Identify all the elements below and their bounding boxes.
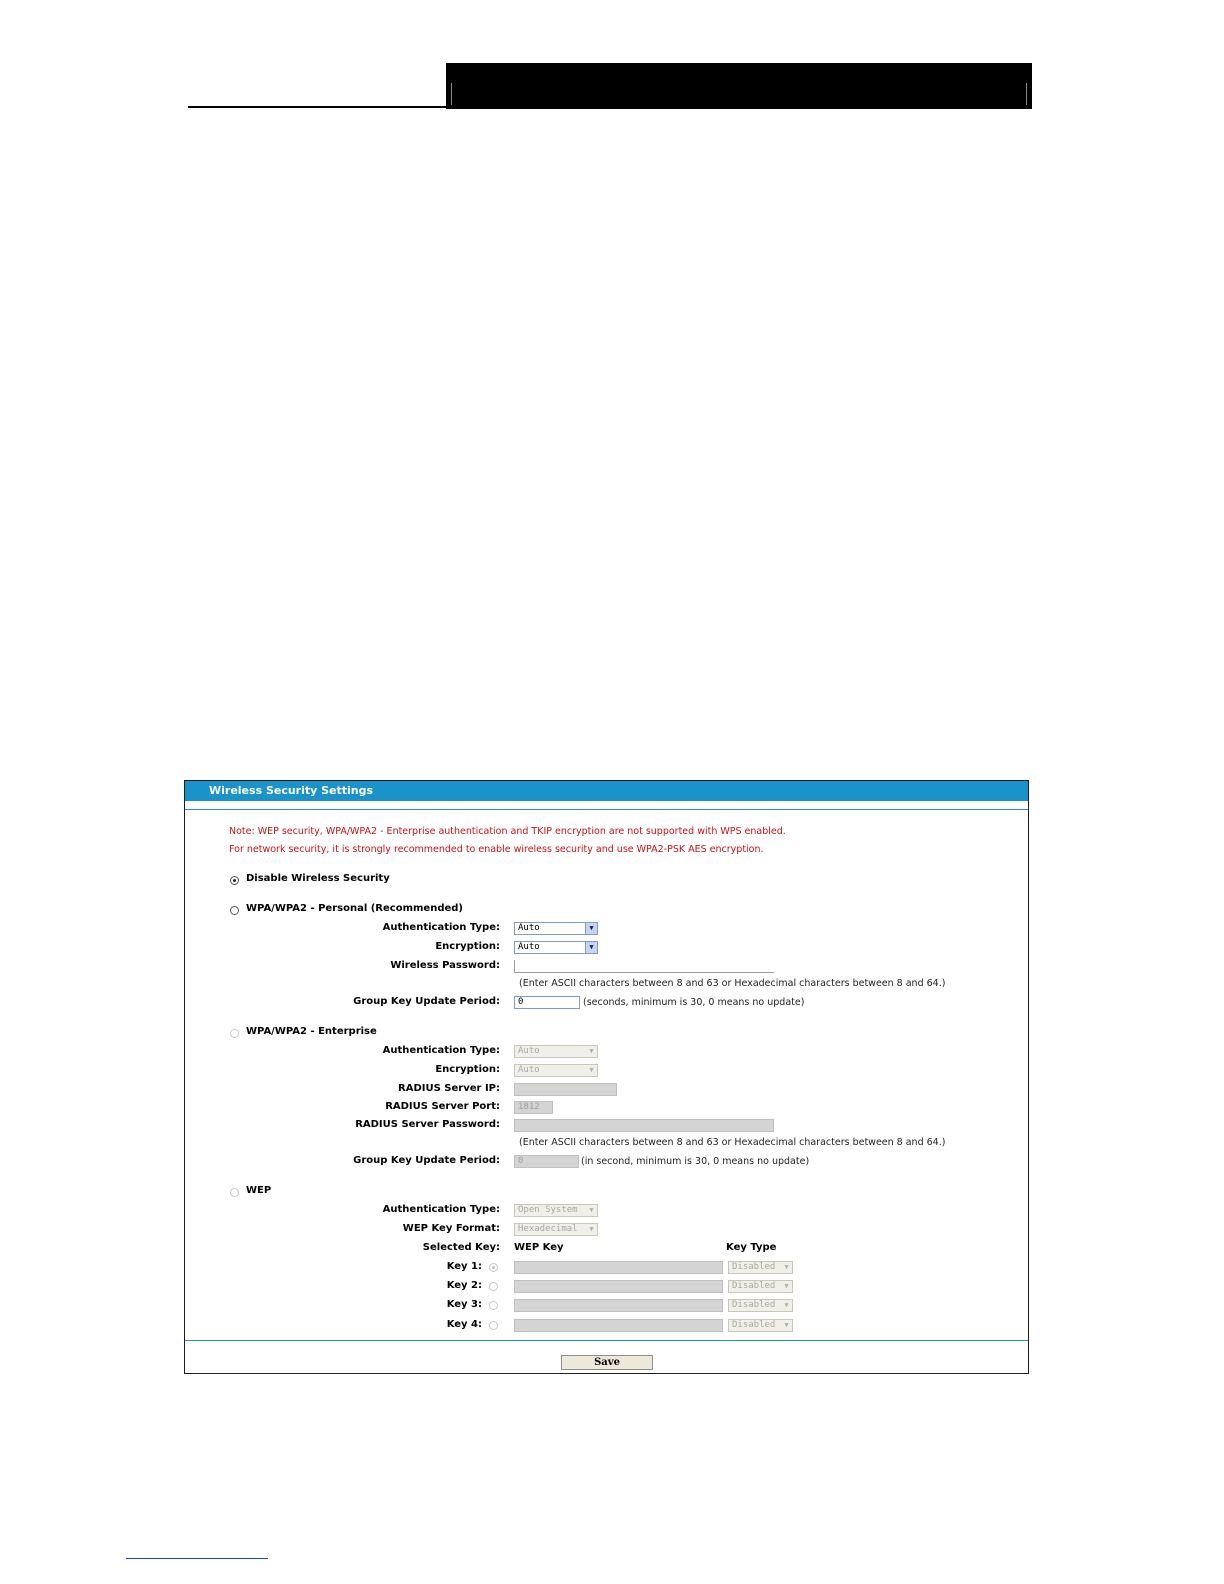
chevron-down-icon: ▼ (781, 1262, 792, 1273)
wireless-security-panel (184, 780, 1029, 1374)
key-1-radio[interactable] (489, 1263, 498, 1272)
personal-auth-type-select[interactable] (514, 922, 598, 935)
key-3-label: Key 3: (446, 1299, 482, 1310)
key-2-input[interactable] (514, 1280, 723, 1293)
key-4-type-select[interactable] (728, 1319, 793, 1332)
key-4-label: Key 4: (446, 1319, 482, 1330)
chevron-down-icon: ▼ (781, 1320, 792, 1331)
enterprise-auth-type-value: Auto (518, 1046, 540, 1056)
chevron-down-icon: ▼ (586, 1224, 597, 1235)
personal-encryption-label: Encryption: (435, 941, 500, 952)
enterprise-auth-type-select[interactable] (514, 1045, 598, 1058)
radius-password-label: RADIUS Server Password: (355, 1119, 500, 1130)
wep-radio[interactable] (230, 1188, 239, 1197)
footer-link-underline (126, 1558, 268, 1559)
key-2-type-value: Disabled (732, 1281, 776, 1291)
note-recommendation: For network security, it is strongly recommended to enable wireless security and use WPA2-PSK AES encryption. (229, 844, 764, 855)
personal-group-key-hint: (seconds, minimum is 30, 0 means no update) (583, 997, 805, 1008)
key-2-radio[interactable] (489, 1282, 498, 1291)
personal-encryption-value: Auto (518, 942, 540, 952)
personal-auth-type-label: Authentication Type: (382, 922, 500, 933)
enterprise-group-key-hint: (in second, minimum is 30, 0 means no update) (581, 1156, 810, 1167)
wireless-password-input[interactable] (514, 960, 774, 973)
wep-auth-type-select[interactable] (514, 1204, 598, 1217)
chevron-down-icon: ▼ (586, 1205, 597, 1216)
radius-port-input[interactable]: 1812 (514, 1101, 553, 1114)
key-1-input[interactable] (514, 1261, 723, 1274)
wpa-personal-radio[interactable] (230, 906, 239, 915)
enterprise-group-key-label: Group Key Update Period: (353, 1155, 500, 1166)
document-header-bar-edge (451, 83, 452, 105)
wep-key-format-select[interactable] (514, 1223, 598, 1236)
wpa-personal-label: WPA/WPA2 - Personal (Recommended) (246, 903, 463, 914)
key-3-type-value: Disabled (732, 1300, 776, 1310)
panel-footer-divider (185, 1340, 1028, 1341)
key-4-radio[interactable] (489, 1321, 498, 1330)
radius-ip-label: RADIUS Server IP: (398, 1083, 500, 1094)
key-3-input[interactable] (514, 1299, 723, 1312)
radius-password-input[interactable] (514, 1119, 774, 1132)
wep-key-format-value: Hexadecimal (518, 1224, 578, 1234)
key-2-type-select[interactable] (728, 1280, 793, 1293)
panel-divider (185, 809, 1028, 810)
radius-port-label: RADIUS Server Port: (385, 1101, 500, 1112)
chevron-down-icon: ▼ (781, 1300, 792, 1311)
key-1-label: Key 1: (446, 1261, 482, 1272)
personal-encryption-select[interactable] (514, 941, 598, 954)
panel-header (185, 781, 1028, 801)
disable-security-radio[interactable] (230, 876, 239, 885)
chevron-down-icon: ▼ (586, 1065, 597, 1076)
personal-group-key-label: Group Key Update Period: (353, 996, 500, 1007)
password-hint: (Enter ASCII characters between 8 and 63 or Hexadecimal characters between 8 and 64.) (519, 978, 946, 989)
wep-label: WEP (246, 1185, 272, 1196)
document-header-rule (188, 106, 448, 108)
wireless-password-label: Wireless Password: (390, 960, 500, 971)
enterprise-group-key-input[interactable]: 0 (514, 1155, 579, 1168)
enterprise-encryption-label: Encryption: (435, 1064, 500, 1075)
key-3-type-select[interactable] (728, 1299, 793, 1312)
selected-key-label: Selected Key: (422, 1242, 500, 1253)
radius-password-hint: (Enter ASCII characters between 8 and 63 or Hexadecimal characters between 8 and 64.) (519, 1137, 946, 1148)
wpa-enterprise-label: WPA/WPA2 - Enterprise (246, 1026, 377, 1037)
chevron-down-icon: ▼ (586, 1046, 597, 1057)
chevron-down-icon: ▼ (585, 923, 597, 934)
wep-auth-type-value: Open System (518, 1205, 578, 1215)
wep-key-format-label: WEP Key Format: (402, 1223, 500, 1234)
note-wps: Note: WEP security, WPA/WPA2 - Enterprise authentication and TKIP encryption are not supported with WPS enabled. (229, 826, 786, 837)
wep-key-column-header: WEP Key (514, 1242, 564, 1253)
panel-title: Wireless Security Settings (209, 784, 374, 797)
key-4-input[interactable] (514, 1319, 723, 1332)
disable-security-label: Disable Wireless Security (246, 873, 390, 884)
key-1-type-select[interactable] (728, 1261, 793, 1274)
radius-ip-input[interactable] (514, 1083, 617, 1096)
key-type-column-header: Key Type (726, 1242, 777, 1253)
personal-auth-type-value: Auto (518, 923, 540, 933)
enterprise-encryption-value: Auto (518, 1065, 540, 1075)
wpa-enterprise-radio[interactable] (230, 1029, 239, 1038)
key-1-type-value: Disabled (732, 1262, 776, 1272)
chevron-down-icon: ▼ (781, 1281, 792, 1292)
key-3-radio[interactable] (489, 1301, 498, 1310)
document-header-bar (446, 63, 1032, 109)
key-2-label: Key 2: (446, 1280, 482, 1291)
chevron-down-icon: ▼ (585, 942, 597, 953)
enterprise-auth-type-label: Authentication Type: (382, 1045, 500, 1056)
key-4-type-value: Disabled (732, 1320, 776, 1330)
document-header-bar-edge (1026, 83, 1027, 105)
wep-auth-type-label: Authentication Type: (382, 1204, 500, 1215)
save-button[interactable]: Save (561, 1355, 653, 1370)
personal-group-key-input[interactable]: 0 (514, 996, 580, 1009)
enterprise-encryption-select[interactable] (514, 1064, 598, 1077)
